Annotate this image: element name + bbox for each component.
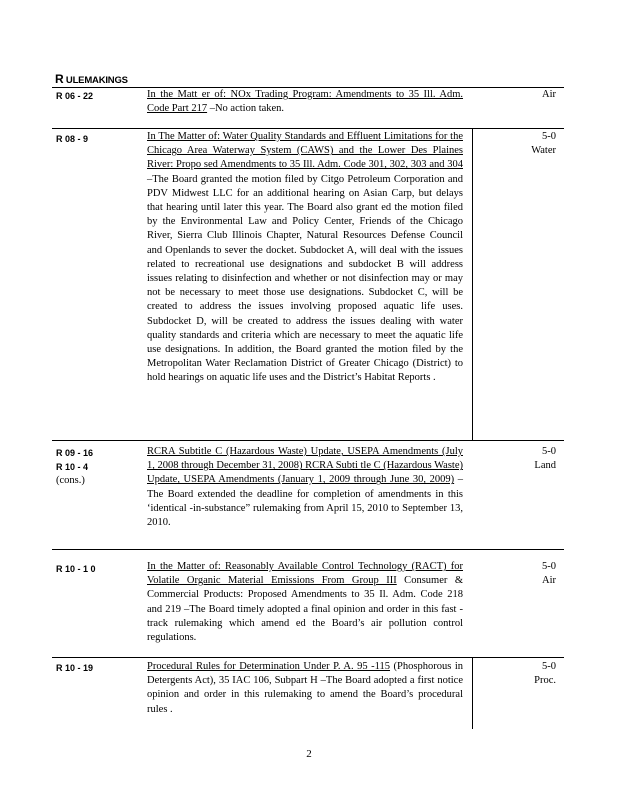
row-rule [52, 657, 564, 658]
rulemaking-action: –No action taken. [207, 103, 285, 115]
column-divider [472, 128, 473, 440]
column-divider [472, 657, 473, 729]
vote-cell [476, 445, 556, 473]
rulemaking-title: Procedural Rules for Determination Under P. A. 95 -115 [147, 661, 391, 672]
vote-cell [476, 130, 556, 158]
vote-cell [476, 88, 556, 102]
vote-cell [476, 560, 556, 588]
docket-number: R 10 - 1 0 [56, 564, 96, 574]
rulemaking-action: –The Board granted the motion filed by Citgo Petroleum Corporation and PDV Midwest LLC for an additional hearing on Asian Carp, but delays that hearing until later this year. The Board also grant ed the motion filed by the Environmental Law and Policy Center, Friends of the Chicago River, Sierra Club Illinois Chapter, Natural Resources Defense Council and Openlands to sever the docket. Subdocket A, will deal with the issues related to recreational use designations and subdocket B will address issues relating to disinfection and whether or not disinfection may or may not be necessary to meet those use designations. Subdocket C, will be created to address the issues involving proposed aquatic life uses. Subdocket D, will be created to address the issues dealing with water quality standards and criteria which are necessary to meet the aquatic life use designations. In addition, the Board granted the motion filed by the Metropolitan Water Reclamation District of Greater Chicago (District) to hold hearings on aquatic life uses and the District’s Habitat Reports . [147, 173, 463, 384]
category: Air [542, 89, 556, 100]
rulemaking-description [147, 445, 463, 530]
row-rule [52, 549, 564, 550]
rulemaking-title: In The Matter of: Water Quality Standards and Effluent Limitations for the Chicago Area Waterway System (CAWS) and the Lower Des Plaines River: Propo sed Amendments to 35 Ill. Adm. Code 301, 302, 303 and 304 [147, 131, 463, 171]
vote: 5-0 [542, 661, 556, 672]
docket-number: R 10 - 19 [56, 663, 94, 673]
category: Proc. [534, 675, 556, 687]
rulemaking-description [147, 660, 463, 717]
heading-initial: R [55, 72, 64, 86]
docket-number: R 09 - 16 [56, 448, 94, 458]
category: Air [542, 575, 556, 587]
rulemaking-action: –The Board extended the deadline for completion of amendments in this ‘identical -in-substance” rulemaking from April 15, 2010 to September 13, 2010. [147, 474, 464, 529]
rulemaking-title: RCRA Subtitle C (Hazardous Waste) Update, USEPA Amendments (July 1, 2008 through December 31, 2008) RCRA Subti tle C (Hazardous Waste) Update, USEPA Amendments (January 1, 2009 through June 30, 2009) [147, 446, 463, 486]
rulemaking-title: In the Matter of: Reasonably Available Control Technology (RACT) for Volatile Organic Material Emissions From Group III [147, 561, 463, 587]
vote: 5-0 [542, 561, 556, 572]
vote: 5-0 [542, 446, 556, 457]
category: Land [534, 460, 556, 472]
rulemaking-action: Consumer & Commercial Products: Proposed Amendments to 35 Il. Adm. Code 218 and 219 –The Board timely adopted a final opinion and order in this fast - track rulemaking which amend ed the Board’s air pollution control regulations. [147, 575, 463, 644]
section-heading [55, 72, 128, 86]
heading-rest: ULEMAKINGS [65, 75, 128, 86]
rulemaking-description [147, 130, 463, 386]
docket-number: R 08 - 9 [56, 134, 89, 144]
rulemaking-description [147, 560, 463, 645]
rulemaking-action: (Phosphorous in Detergents Act), 35 IAC 106, Subpart H –The Board adopted a first notice opinion and order in this rulemaking to amend the Board’s procedural rules . [147, 661, 463, 715]
vote: 5-0 [542, 131, 556, 142]
rulemaking-description [147, 88, 463, 116]
row-rule [52, 128, 564, 129]
page-number: 2 [306, 748, 312, 760]
docket-number: R 06 - 22 [56, 91, 94, 101]
row-rule [52, 440, 564, 441]
docket-note: (cons.) [56, 475, 85, 487]
rulemaking-title: In the Matt er of: NOx Trading Program: Amendments to 35 Ill. Adm. Code Part 217 [147, 89, 463, 115]
docket-number-group [56, 446, 93, 489]
vote-cell [476, 660, 556, 688]
docket-number: R 10 - 4 [56, 462, 89, 473]
category: Water [531, 145, 556, 157]
